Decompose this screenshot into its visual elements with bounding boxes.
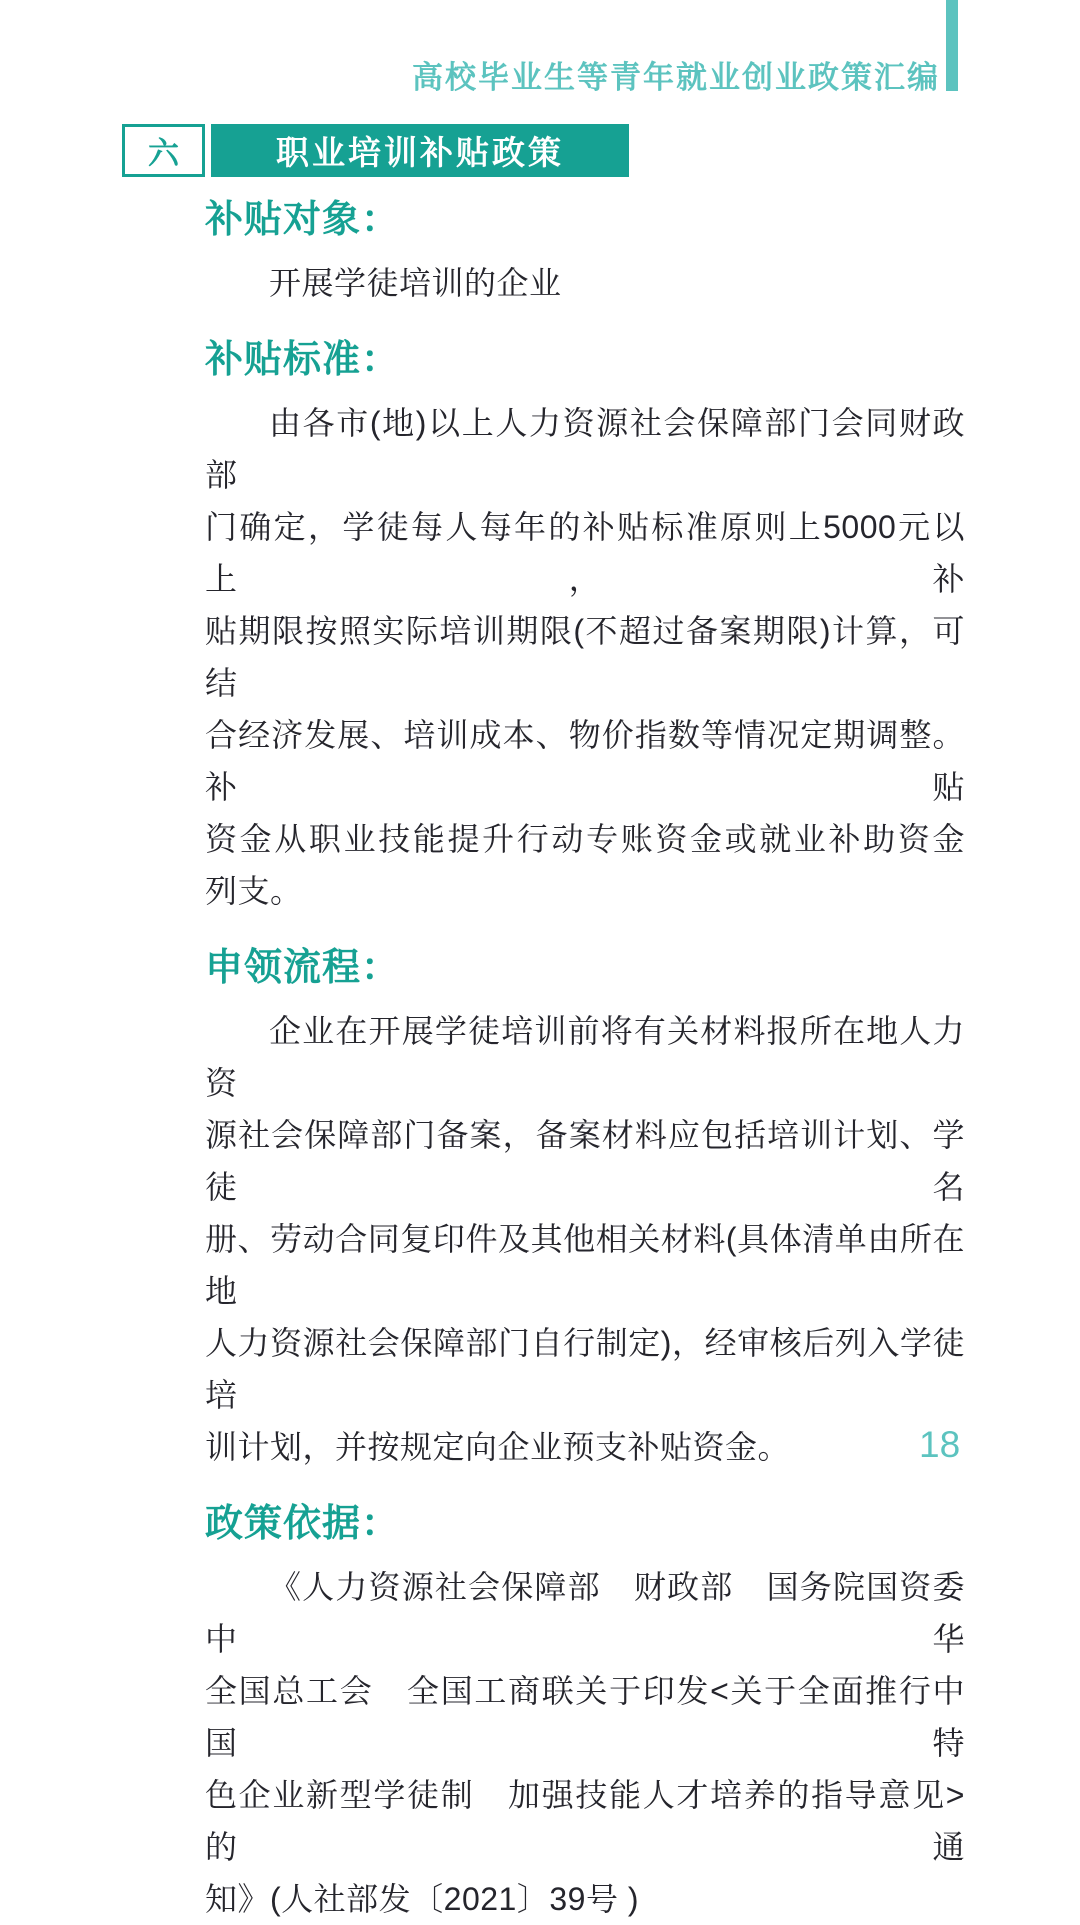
body-line: 知》(人社部发〔2021〕39号 ) bbox=[205, 1881, 639, 1917]
body-line: 门确定，学徒每人每年的补贴标准原则上5000元以上，补 bbox=[205, 509, 965, 597]
body-line: 人力资源社会保障部门自行制定)，经审核后列入学徒培 bbox=[205, 1325, 965, 1413]
body-line: 册、劳动合同复印件及其他相关材料(具体清单由所在地 bbox=[205, 1221, 965, 1309]
running-header-title: 高校毕业生等青年就业创业政策汇编 bbox=[412, 60, 940, 95]
body-line: 合经济发展、培训成本、物价指数等情况定期调整。补贴 bbox=[205, 717, 965, 805]
body-line: 色企业新型学徒制 加强技能人才培养的指导意见>的通 bbox=[205, 1777, 965, 1865]
section-banner bbox=[122, 124, 629, 177]
body-line: 《人力资源社会保障部 财政部 国务院国资委 中华 bbox=[205, 1569, 998, 1657]
content-column bbox=[205, 196, 998, 1925]
body-line: 资金从职业技能提升行动专账资金或就业补助资金 bbox=[205, 821, 965, 857]
section-heading-subsidy-standard: 补贴标准： bbox=[205, 339, 401, 381]
body-line: 开展学徒培训的企业 bbox=[269, 265, 562, 301]
section-heading-policy-basis: 政策依据： bbox=[205, 1503, 401, 1545]
body-line: 全国总工会 全国工商联关于印发<关于全面推行中国特 bbox=[205, 1673, 965, 1761]
paragraph-subsidy-standard bbox=[205, 397, 965, 917]
section-heading-subsidy-target: 补贴对象： bbox=[205, 199, 401, 241]
body-line: 列支。 bbox=[205, 873, 303, 909]
paragraph-policy-basis bbox=[205, 1561, 998, 1925]
body-line: 源社会保障部门备案，备案材料应包括培训计划、学徒名 bbox=[205, 1117, 965, 1205]
body-line: 由各市(地)以上人力资源社会保障部门会同财政部 bbox=[205, 405, 965, 493]
body-line: 贴期限按照实际培训期限(不超过备案期限)计算，可结 bbox=[205, 613, 965, 701]
section-heading-application-process: 申领流程： bbox=[205, 947, 401, 989]
paragraph-subsidy-target bbox=[205, 257, 965, 309]
header-accent-bar bbox=[946, 0, 958, 91]
page-number: 18 bbox=[919, 1424, 961, 1465]
body-line: 训计划，并按规定向企业预支补贴资金。 bbox=[205, 1429, 791, 1465]
section-title: 职业培训补贴政策 bbox=[211, 124, 629, 177]
section-number-box: 六 bbox=[122, 124, 205, 177]
body-line: 企业在开展学徒培训前将有关材料报所在地人力资 bbox=[205, 1013, 965, 1101]
paragraph-application-process bbox=[205, 1005, 965, 1473]
